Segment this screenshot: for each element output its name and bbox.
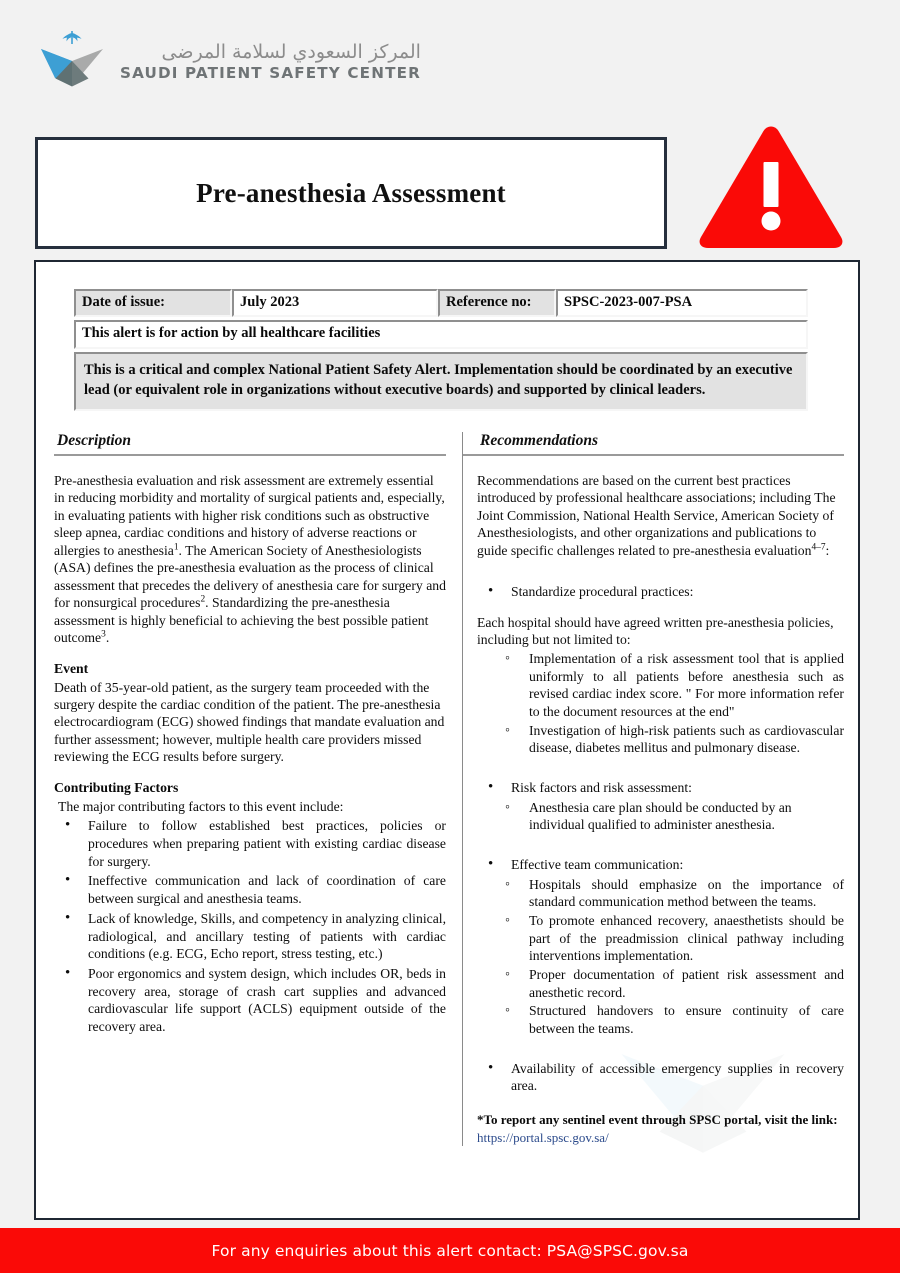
- list-item: ◦ To promote enhanced recovery, anaesthetists should be part of the preadmission clinical pathway including interventions implementation.: [499, 912, 844, 965]
- alert-content-box: [34, 260, 860, 1220]
- recommendation-group-note: Each hospital should have agreed written pre-anesthesia policies, including but not limited to:: [477, 615, 834, 648]
- recommendation-subitems: [499, 876, 844, 1038]
- recommendations-ref: 4–7: [811, 542, 826, 553]
- recommendation-group-title-list: [477, 1060, 844, 1095]
- description-ref-1: 1: [173, 542, 179, 553]
- contributing-factors-list: [54, 817, 446, 1035]
- sentinel-event-footnote: [477, 1111, 844, 1146]
- spacer: [477, 845, 844, 856]
- alert-meta-table: [74, 289, 808, 414]
- date-of-issue-label: Date of issue:: [74, 289, 232, 317]
- page-header: [0, 0, 900, 118]
- recommendation-group-title-list: [477, 583, 844, 601]
- list-item: • Failure to follow established best practices, policies or procedures when preparing patient with existing cardiac disease for surgery.: [54, 817, 446, 870]
- list-item: • Standardize procedural practices:: [477, 583, 844, 601]
- meta-row-issue: [74, 289, 808, 317]
- recommendations-intro-end: :: [825, 542, 830, 558]
- organization-name-arabic: المركز السعودي لسلامة المرضى: [161, 41, 421, 64]
- organization-name-english: SAUDI PATIENT SAFETY CENTER: [120, 64, 421, 83]
- description-intro-4: .: [105, 630, 110, 646]
- recommendations-intro: Recommendations are based on the current best practices introduced by professional healthcare associations; including The Joint Commission, National Health Service, American Society of Anesthesiologists, and other organizations and publications to guide specific challenges related to pre-anesthesia evaluation: [477, 473, 836, 558]
- spacer: [477, 1049, 844, 1060]
- contact-footer-bar: [0, 1228, 900, 1273]
- list-item: ◦ Hospitals should emphasize on the importance of standard communication method between the teams.: [499, 876, 844, 911]
- recommendation-group: [477, 779, 844, 834]
- meta-row-critical: [74, 352, 808, 411]
- list-item: ◦ Structured handovers to ensure continuity of care between the teams.: [499, 1002, 844, 1037]
- critical-alert-note: This is a critical and complex National Patient Safety Alert. Implementation should be coordinated by an executive lead (or equivalent role in organizations without executive boards) and supported by clinical leaders.: [74, 352, 808, 411]
- list-item: ◦ Proper documentation of patient risk assessment and anesthetic record.: [499, 966, 844, 1001]
- alert-action-statement: This alert is for action by all healthcare facilities: [74, 320, 808, 348]
- organization-logo: [34, 28, 421, 92]
- description-ref-3: 3: [101, 629, 106, 640]
- list-item: • Ineffective communication and lack of coordination of care between surgical and anesthesia teams.: [54, 872, 446, 907]
- list-item: • Poor ergonomics and system design, which includes OR, beds in recovery area, storage of crash cart supplies and advanced cardiovascular life support (ACLS) equipment outside of the recovery area.: [54, 965, 446, 1036]
- recommendation-group-title-list: [477, 779, 844, 797]
- description-intro-paragraph: [54, 472, 446, 647]
- reference-no-value: SPSC-2023-007-PSA: [556, 289, 808, 317]
- alert-title-box: [35, 137, 667, 249]
- page-title: Pre-anesthesia Assessment: [196, 177, 506, 208]
- alert-columns: [54, 432, 844, 1146]
- recommendations-column: [462, 432, 844, 1146]
- list-item: • Availability of accessible emergency supplies in recovery area.: [477, 1060, 844, 1095]
- spsc-portal-link[interactable]: https://portal.spsc.gov.sa/: [477, 1129, 609, 1145]
- contributing-factors-heading: Contributing Factors: [54, 779, 179, 795]
- list-item: ◦ Investigation of high-risk patients such as cardiovascular disease, diabetes mellitus and pulmonary disease.: [499, 722, 844, 757]
- reference-no-label: Reference no:: [438, 289, 556, 317]
- recommendation-subitems: [499, 650, 844, 757]
- warning-triangle-icon: [697, 124, 845, 248]
- contact-footer-text: For any enquiries about this alert contact: PSA@SPSC.gov.sa: [211, 1241, 689, 1260]
- contributing-factors-lead: The major contributing factors to this event include:: [58, 798, 344, 814]
- organization-name: [120, 37, 421, 82]
- event-heading: Event: [54, 660, 89, 676]
- description-column: [54, 432, 462, 1146]
- description-intro-2: . The American Society of Anesthesiologists (ASA) defines the pre-anesthesia evaluation as the process of clinical assessment that precedes the delivery of anesthesia care for surgery and for nonsurgical procedures: [54, 542, 446, 611]
- event-text: Death of 35-year-old patient, as the surgery team proceeded with the surgery despite the cardiac condition of the patient. The pre-anesthesia electrocardiogram (ECG) showed findings that mandate evaluation and further assessment; however, multiple health care providers missed reviewing the ECG results before surgery.: [54, 679, 445, 765]
- spacer: [477, 572, 844, 583]
- recommendation-group: [477, 583, 844, 757]
- description-heading: Description: [54, 432, 446, 456]
- list-item: • Effective team communication:: [477, 856, 844, 874]
- spsc-logo-mark-icon: [34, 28, 110, 92]
- recommendations-heading: Recommendations: [463, 432, 844, 456]
- list-item: • Lack of knowledge, Skills, and competency in analyzing clinical, radiological, and ancillary testing of patients with cardiac conditions (e.g. ECG, Echo report, stress testing, etc.): [54, 910, 446, 963]
- meta-row-action: [74, 320, 808, 348]
- description-ref-2: 2: [200, 594, 206, 605]
- recommendations-intro-paragraph: [477, 472, 844, 559]
- footnote-text: *To report any sentinel event through SPSC portal, visit the link:: [477, 1112, 838, 1128]
- date-of-issue-value: July 2023: [232, 289, 438, 317]
- list-item: • Risk factors and risk assessment:: [477, 779, 844, 797]
- list-item: ◦ Anesthesia care plan should be conducted by an individual qualified to administer anesthesia.: [499, 799, 844, 834]
- list-item: ◦ Implementation of a risk assessment tool that is applied uniformly to all patients before anesthesia such as revised cardiac index score. " For more information refer to the document resources at the end": [499, 650, 844, 721]
- recommendation-group: [477, 856, 844, 1038]
- recommendation-group-title-list: [477, 856, 844, 874]
- description-intro-1: Pre-anesthesia evaluation and risk assessment are extremely essential in reducing morbidity and mortality of surgical patients and, especially, in evaluating patients with higher risk conditions such as obstructive sleep apnea, cardiac conditions and history of adverse reactions or allergies to anesthesia: [54, 473, 445, 558]
- recommendation-group: [477, 1060, 844, 1095]
- spacer: [477, 768, 844, 779]
- recommendation-subitems: [499, 799, 844, 834]
- description-intro-3: . Standardizing the pre-anesthesia assessment is highly beneficial to achieving the best possible patient outcome: [54, 595, 429, 646]
- spacer: [477, 603, 844, 614]
